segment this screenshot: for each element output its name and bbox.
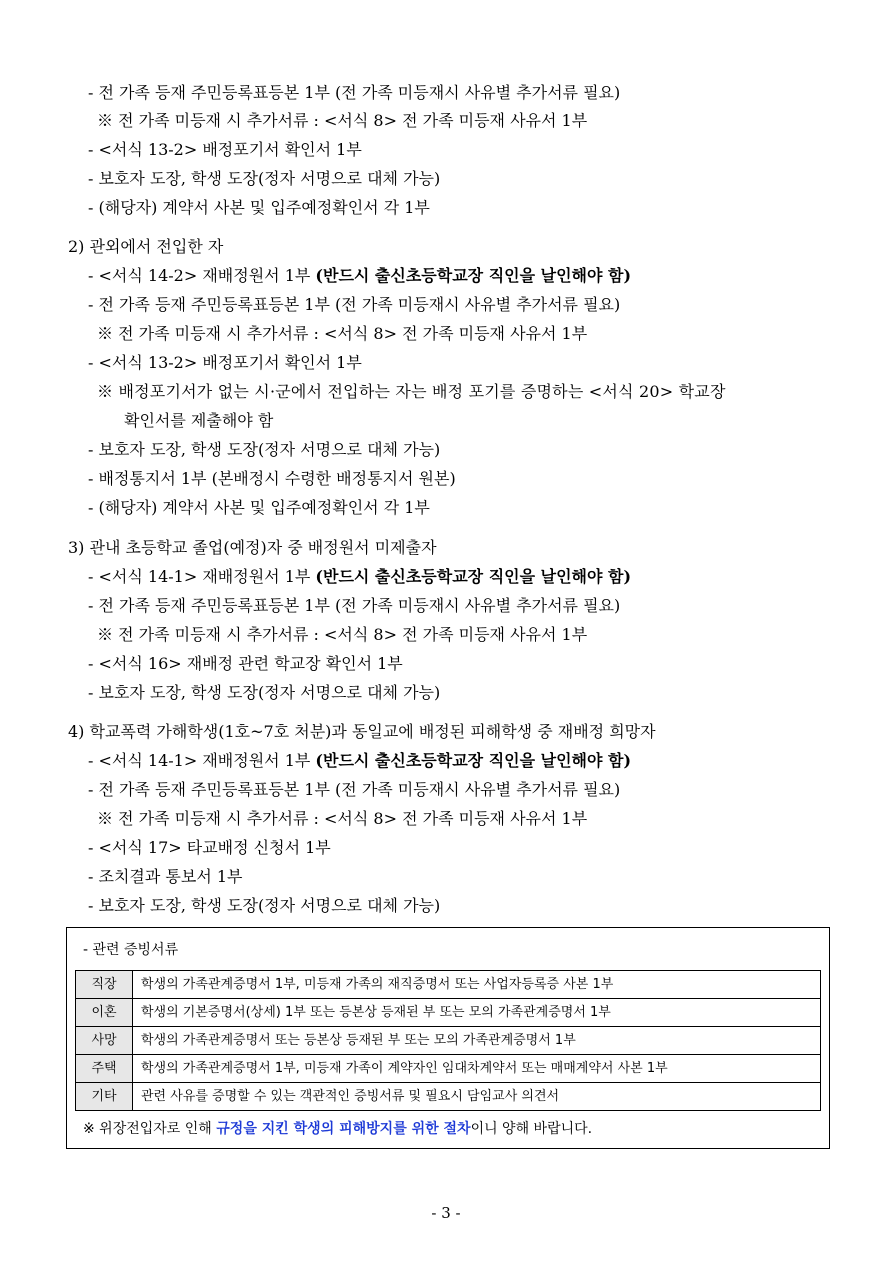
table-cell-key: 이혼 — [76, 999, 133, 1027]
note-item: ※ 전 가족 미등재 시 추가서류 : <서식 8> 전 가족 미등재 사유서 1부 — [97, 809, 588, 828]
list-item: - 배정통지서 1부 (본배정시 수령한 배정통지서 원본) — [88, 469, 456, 488]
table-cell-value: 학생의 가족관계증명서 1부, 미등재 가족이 계약자인 임대차계약서 또는 매매계약서 사본 1부 — [133, 1055, 821, 1083]
table-cell-key: 직장 — [76, 971, 133, 999]
list-item-text: - <서식 14-1> 재배정원서 1부 — [88, 567, 316, 586]
list-item: - <서식 13-2> 배정포기서 확인서 1부 — [88, 353, 362, 372]
list-item: - <서식 17> 타교배정 신청서 1부 — [88, 838, 331, 857]
note-item: ※ 전 가족 미등재 시 추가서류 : <서식 8> 전 가족 미등재 사유서 1부 — [97, 324, 588, 343]
section-heading: 3) 관내 초등학교 졸업(예정)자 중 배정원서 미제출자 — [68, 538, 437, 557]
list-item: - <서식 13-2> 배정포기서 확인서 1부 — [88, 140, 362, 159]
table-cell-value: 학생의 가족관계증명서 또는 등본상 등재된 부 또는 모의 가족관계증명서 1부 — [133, 1027, 821, 1055]
note-item: ※ 전 가족 미등재 시 추가서류 : <서식 8> 전 가족 미등재 사유서 1부 — [97, 111, 588, 130]
note-highlight: 규정을 지킨 학생의 피해방지를 위한 절차 — [216, 1121, 471, 1137]
table-row — [76, 1055, 821, 1083]
list-item: - (해당자) 계약서 사본 및 입주예정확인서 각 1부 — [88, 498, 430, 517]
note-text: ※ 위장전입자로 인해 — [83, 1121, 217, 1137]
list-item: - 보호자 도장, 학생 도장(정자 서명으로 대체 가능) — [88, 896, 441, 915]
list-item: - 전 가족 등재 주민등록표등본 1부 (전 가족 미등재시 사유별 추가서류 필요) — [88, 83, 621, 102]
note-text: 이니 양해 바랍니다. — [470, 1121, 593, 1137]
table-row — [76, 999, 821, 1027]
page-number: - 3 - — [431, 1204, 461, 1222]
evidence-table — [75, 970, 821, 1111]
table-cell-key: 사망 — [76, 1027, 133, 1055]
emphasis-text: (반드시 출신초등학교장 직인을 날인해야 함) — [315, 751, 632, 770]
list-item: - 조치결과 통보서 1부 — [88, 867, 243, 886]
table-row — [76, 971, 821, 999]
list-item: - 보호자 도장, 학생 도장(정자 서명으로 대체 가능) — [88, 440, 441, 459]
list-item — [88, 750, 631, 772]
list-item — [88, 566, 631, 588]
list-item: - (해당자) 계약서 사본 및 입주예정확인서 각 1부 — [88, 198, 430, 217]
table-cell-value: 관련 사유를 증명할 수 있는 객관적인 증빙서류 및 필요시 담임교사 의견서 — [133, 1083, 821, 1111]
note-item: ※ 전 가족 미등재 시 추가서류 : <서식 8> 전 가족 미등재 사유서 1부 — [97, 625, 588, 644]
list-item-text: - <서식 14-2> 재배정원서 1부 — [88, 266, 316, 285]
emphasis-text: (반드시 출신초등학교장 직인을 날인해야 함) — [315, 567, 632, 586]
emphasis-text: (반드시 출신초등학교장 직인을 날인해야 함) — [315, 266, 632, 285]
list-item — [88, 265, 631, 287]
list-item: - 전 가족 등재 주민등록표등본 1부 (전 가족 미등재시 사유별 추가서류 필요) — [88, 780, 621, 799]
evidence-note — [83, 1119, 592, 1139]
table-cell-key: 기타 — [76, 1083, 133, 1111]
table-cell-value: 학생의 가족관계증명서 1부, 미등재 가족의 재직증명서 또는 사업자등록증 사본 1부 — [133, 971, 821, 999]
table-cell-key: 주택 — [76, 1055, 133, 1083]
list-item: - 전 가족 등재 주민등록표등본 1부 (전 가족 미등재시 사유별 추가서류 필요) — [88, 596, 621, 615]
table-row — [76, 1083, 821, 1111]
section-heading: 4) 학교폭력 가해학생(1호~7호 처분)과 동일교에 배정된 피해학생 중 재배정 희망자 — [68, 722, 656, 741]
list-item-text: - <서식 14-1> 재배정원서 1부 — [88, 751, 316, 770]
section-heading: 2) 관외에서 전입한 자 — [68, 237, 224, 256]
list-item: - 보호자 도장, 학생 도장(정자 서명으로 대체 가능) — [88, 169, 441, 188]
evidence-box — [66, 927, 830, 1149]
evidence-box-title: - 관련 증빙서류 — [83, 942, 179, 958]
list-item: - 전 가족 등재 주민등록표등본 1부 (전 가족 미등재시 사유별 추가서류 필요) — [88, 295, 621, 314]
note-item: ※ 배정포기서가 없는 시·군에서 전입하는 자는 배정 포기를 증명하는 <서식 20> 학교장 — [97, 382, 726, 401]
note-item-continued: 확인서를 제출해야 함 — [124, 411, 274, 430]
table-row — [76, 1027, 821, 1055]
list-item: - 보호자 도장, 학생 도장(정자 서명으로 대체 가능) — [88, 683, 441, 702]
list-item: - <서식 16> 재배정 관련 학교장 확인서 1부 — [88, 654, 403, 673]
table-cell-value: 학생의 기본증명서(상세) 1부 또는 등본상 등재된 부 또는 모의 가족관계증명서 1부 — [133, 999, 821, 1027]
